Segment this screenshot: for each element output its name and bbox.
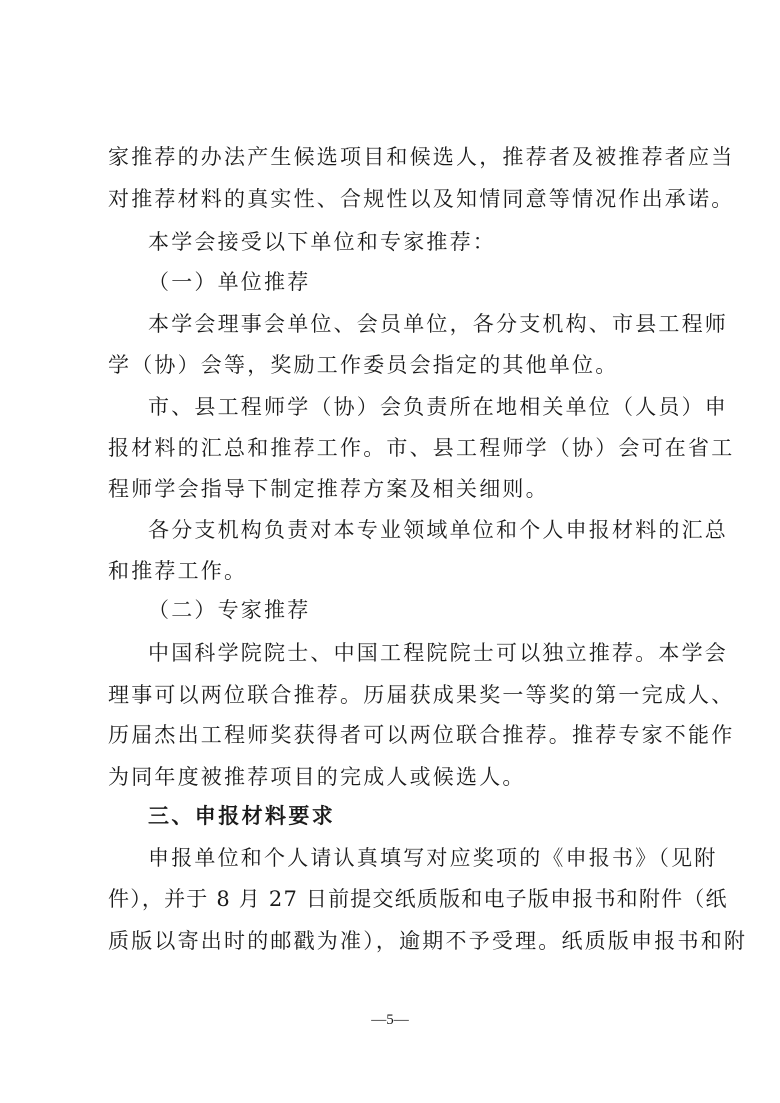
paragraph-line: 报材料的汇总和推荐工作。市、县工程师学（协）会可在省工 [108,436,735,460]
subsection-heading: （二）专家推荐 [148,598,311,622]
paragraph-line: 家推荐的办法产生候选项目和候选人，推荐者及被推荐者应当 [108,145,735,169]
section-heading: 三、申报材料要求 [148,804,336,828]
paragraph-line: 各分支机构负责对本专业领域单位和个人申报材料的汇总 [148,518,728,542]
paragraph-line: 本学会理事会单位、会员单位，各分支机构、市县工程师 [148,312,728,336]
paragraph-line: 对推荐材料的真实性、合规性以及知情同意等情况作出承诺。 [108,187,735,211]
paragraph-line: 本学会接受以下单位和专家推荐： [148,230,496,254]
paragraph-line: 程师学会指导下制定推荐方案及相关细则。 [108,477,549,501]
page-number: —5— [371,1012,409,1028]
paragraph-line: 和推荐工作。 [108,559,248,583]
paragraph-line: 中国科学院院士、中国工程院院士可以独立推荐。本学会 [148,641,728,665]
paragraph-line: 学（协）会等，奖励工作委员会指定的其他单位。 [108,353,619,377]
paragraph-line: 为同年度被推荐项目的完成人或候选人。 [108,765,526,789]
paragraph-line: 市、县工程师学（协）会负责所在地相关单位（人员）申 [148,395,728,419]
paragraph-line: 申报单位和个人请认真填写对应奖项的《申报书》（见附 [148,846,718,870]
subsection-heading: （一）单位推荐 [148,270,311,294]
paragraph-line: 件），并于 8 月 27 日前提交纸质版和电子版申报书和附件（纸 [108,887,728,911]
paragraph-line: 理事可以两位联合推荐。历届获成果奖一等奖的第一完成人、 [108,683,735,707]
paragraph-line: 历届杰出工程师奖获得者可以两位联合推荐。推荐专家不能作 [108,723,735,747]
paragraph-line: 质版以寄出时的邮戳为准），逾期不予受理。纸质版申报书和附 [108,929,748,953]
